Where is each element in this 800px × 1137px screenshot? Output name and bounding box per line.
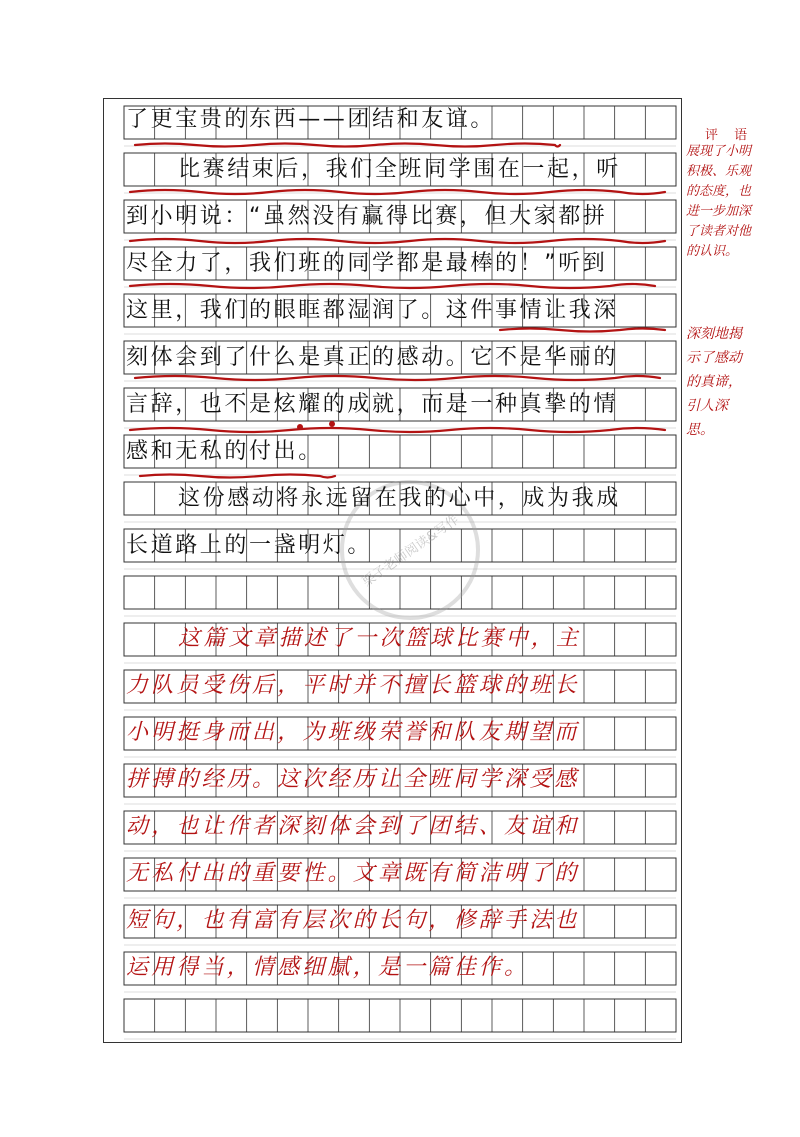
comment-line: 动，也让作者深刻体会到了团结、友谊和 bbox=[126, 814, 580, 839]
essay-line: 言辞，也不是炫耀的成就，而是一种真挚的情 bbox=[126, 392, 619, 417]
margin-note-line: 了读者对他 bbox=[686, 224, 752, 239]
margin-note-2 bbox=[686, 322, 790, 442]
essay-line: 长道路上的一盏明灯。 bbox=[126, 533, 373, 558]
essay-line: 尽全力了，我们班的同学都是最棒的！”听到 bbox=[126, 251, 608, 276]
essay-line: 这份感动将永远留在我的心中，成为我成 bbox=[178, 486, 621, 511]
watermark-text: 栗子老师阅读&写作 bbox=[359, 512, 462, 591]
emphasis-dot bbox=[297, 424, 303, 430]
margin-note-line: 进一步加深 bbox=[686, 204, 752, 219]
margin-note-line: 深刻地揭 bbox=[686, 326, 742, 342]
essay-line: 比赛结束后，我们全班同学围在一起，听 bbox=[178, 157, 621, 182]
essay-line: 刻体会到了什么是真正的感动。它不是华丽的 bbox=[126, 345, 619, 370]
margin-note-line: 思。 bbox=[686, 422, 714, 438]
margin-note-line: 的态度，也 bbox=[686, 184, 752, 199]
emphasis-dot bbox=[329, 421, 335, 427]
margin-note-1 bbox=[686, 142, 790, 262]
margin-note-line: 的认识。 bbox=[686, 244, 739, 259]
margin-note-line: 积极、乐观 bbox=[686, 164, 752, 179]
essay-line: 这里，我们的眼眶都湿润了。这件事情让我深 bbox=[126, 298, 619, 323]
essay-line: 感和无私的付出。 bbox=[126, 439, 323, 464]
margin-note-title: 评 语 bbox=[705, 128, 754, 143]
margin-note-line: 引人深 bbox=[686, 398, 728, 414]
essay-line: 了更宝贵的东西——团结和友谊。 bbox=[126, 107, 496, 132]
comment-line: 无私付出的重要性。文章既有简洁明了的 bbox=[126, 861, 580, 886]
margin-note-line: 展现了小明 bbox=[686, 144, 752, 159]
margin-note-line: 示了感动 bbox=[686, 350, 742, 366]
essay-line: 到小明说：“虽然没有赢得比赛，但大家都拼 bbox=[126, 204, 608, 229]
margin-note-line: 的真谛， bbox=[686, 374, 742, 390]
comment-line: 运用得当，情感细腻，是一篇佳作。 bbox=[126, 955, 530, 980]
comment-line: 短句，也有富有层次的长句，修辞手法也 bbox=[126, 908, 580, 933]
comment-line: 小明挺身而出，为班级荣誉和队友期望而 bbox=[126, 720, 580, 745]
comment-line: 拼搏的经历。这次经历让全班同学深受感 bbox=[126, 767, 580, 792]
comment-line: 力队员受伤后，平时并不擅长篮球的班长 bbox=[126, 673, 580, 698]
comment-line: 这篇文章描述了一次篮球比赛中，主 bbox=[178, 626, 582, 651]
